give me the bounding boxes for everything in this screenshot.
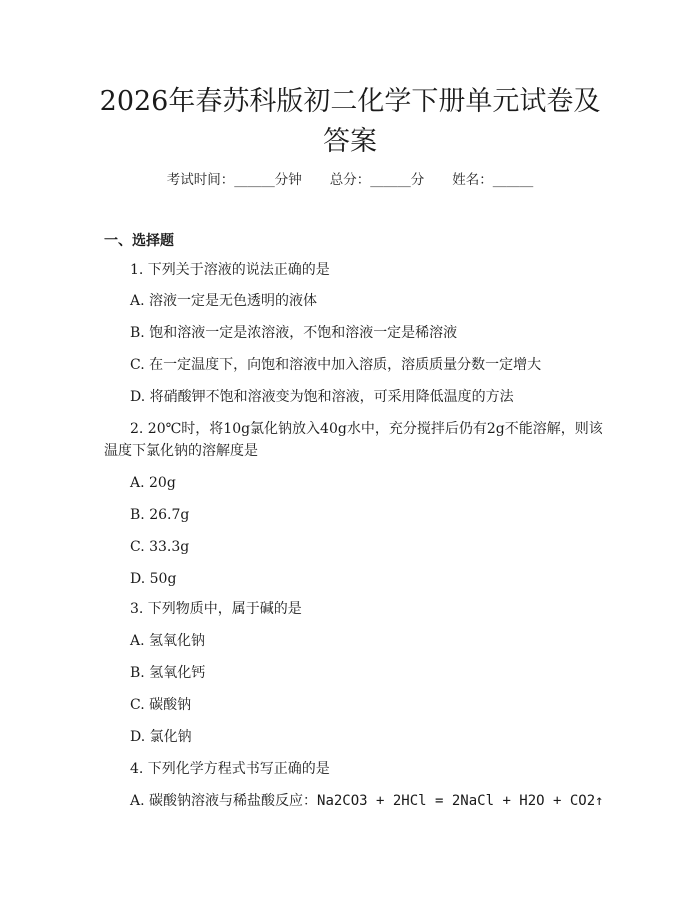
question-1-option-a: A. 溶液一定是无色透明的液体 <box>130 293 318 309</box>
question-3-option-c: C. 碳酸钠 <box>130 697 192 713</box>
question-2-stem-continued: 温度下氯化钠的溶解度是 <box>104 443 258 459</box>
question-4-option-a-text: A. 碳酸钠溶液与稀盐酸反应： <box>130 793 318 809</box>
question-2-stem: 2. 20℃时，将10g氯化钠放入40g水中，充分搅拌后仍有2g不能溶解，则该 <box>130 421 603 437</box>
question-2-option-b: B. 26.7g <box>130 507 190 523</box>
question-3-stem: 3. 下列物质中，属于碱的是 <box>130 601 302 617</box>
question-3-option-d: D. 氯化钠 <box>130 729 192 745</box>
question-3-option-b: B. 氢氧化钙 <box>130 665 206 681</box>
exam-total-score: 总分：______分 <box>329 172 425 188</box>
question-2-option-d: D. 50g <box>130 571 177 587</box>
exam-info-line <box>0 168 700 188</box>
question-4-stem: 4. 下列化学方程式书写正确的是 <box>130 761 330 777</box>
question-4-option-a-formula: Na2CO3 + 2HCl = 2NaCl + H2O + CO2↑ <box>317 793 604 809</box>
question-4-option-a <box>130 790 604 812</box>
question-1-option-d: D. 将硝酸钾不饱和溶液变为饱和溶液，可采用降低温度的方法 <box>130 389 514 405</box>
question-1-option-b: B. 饱和溶液一定是浓溶液，不饱和溶液一定是稀溶液 <box>130 325 458 341</box>
question-1-option-c: C. 在一定温度下，向饱和溶液中加入溶质，溶质质量分数一定增大 <box>130 357 542 373</box>
question-3-option-a: A. 氢氧化钠 <box>130 633 206 649</box>
page-title: 2026年春苏科版初二化学下册单元试卷及答案 <box>99 86 601 157</box>
exam-time: 考试时间：______分钟 <box>166 172 302 188</box>
question-2-option-c: C. 33.3g <box>130 539 190 555</box>
question-1-stem: 1. 下列关于溶液的说法正确的是 <box>130 262 330 278</box>
exam-name: 姓名：______ <box>452 172 534 188</box>
question-2-option-a: A. 20g <box>130 475 176 491</box>
section-heading: 一、选择题 <box>104 233 174 249</box>
